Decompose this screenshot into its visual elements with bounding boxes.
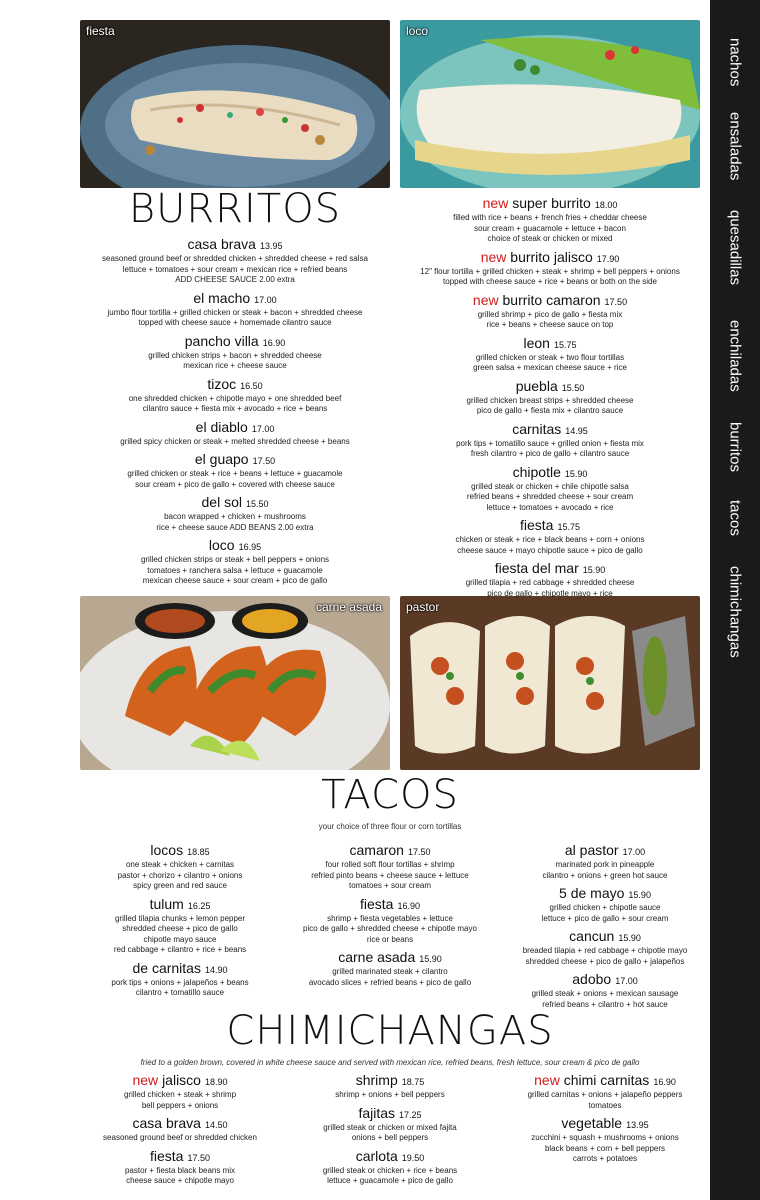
menu-item-name: 5 de mayo	[559, 885, 625, 901]
menu-item-title	[400, 335, 700, 353]
menu-item-name: cancun	[569, 928, 615, 944]
menu-item-description: choice of steak or chicken or mixed	[487, 234, 613, 243]
menu-item-name: casa brava	[187, 236, 256, 252]
menu-item-description: onions + bell peppers	[351, 1133, 429, 1142]
menu-item-price: 17.50	[604, 296, 628, 307]
menu-item-name: del sol	[201, 494, 242, 510]
menu-item-price: 16.50	[240, 380, 263, 391]
menu-item-name: puebla	[515, 377, 558, 394]
menu-item	[80, 960, 280, 999]
menu-item	[80, 494, 390, 533]
menu-item-description: pico de gallo + chipotle mayo + rice	[487, 588, 613, 598]
menu-item	[80, 1115, 280, 1144]
menu-item-description: cheese sauce + mayo chipotle sauce + pico de gallo	[457, 545, 643, 555]
menu-item-name: de carnitas	[132, 959, 201, 976]
menu-item-description: rice + beans + cheese sauce on top	[486, 320, 614, 329]
sidebar-item-chimichangas[interactable]: chimichangas	[726, 566, 744, 658]
menu-item-title	[80, 494, 390, 512]
menu-item-description: cilantro + onions + green hot sauce	[542, 870, 668, 880]
tacos-title: TACOS	[321, 772, 459, 818]
menu-item	[400, 517, 700, 556]
menu-item-description: zucchini + squash + mushrooms + onions	[531, 1133, 679, 1142]
menu-item-price: 17.50	[252, 456, 276, 466]
menu-item	[290, 842, 490, 892]
menu-item-description: grilled shrimp + pico de gallo + fiesta mix	[477, 309, 623, 319]
menu-item-name: fiesta	[360, 895, 394, 912]
menu-item-title	[80, 1148, 280, 1166]
menu-item-name: chimi carnitas	[563, 1072, 650, 1088]
menu-item-title	[80, 236, 390, 254]
menu-item-description: cilantro + tomatillo sauce	[135, 988, 225, 997]
carne-asada-tacos-photo	[80, 596, 390, 770]
menu-item-title	[80, 333, 390, 351]
menu-item-price: 14.50	[204, 1120, 228, 1130]
menu-item	[80, 419, 390, 448]
menu-item	[500, 885, 710, 924]
menu-item-title	[500, 1115, 710, 1133]
menu-item-description: ADD CHEESE SAUCE 2.00 extra	[175, 275, 295, 284]
burritos-right-column	[400, 195, 700, 603]
menu-item-description: tomatoes + sour cream	[348, 881, 432, 890]
tacos-column-2	[290, 842, 490, 992]
sidebar-item-burritos[interactable]: burritos	[726, 422, 744, 473]
menu-item-title	[290, 1148, 490, 1166]
menu-item	[400, 560, 700, 599]
photo-label-pastor: pastor	[406, 600, 440, 614]
menu-item-title	[80, 451, 390, 469]
menu-item-title	[500, 885, 710, 903]
burritos-title: BURRITOS	[128, 186, 342, 232]
menu-item-description: black beans + corn + bell peppers	[544, 1143, 666, 1153]
menu-item-description: grilled chicken strips + bacon + shredded cheese	[148, 350, 322, 360]
menu-item	[80, 333, 390, 372]
menu-item	[290, 1148, 490, 1187]
menu-item-title	[500, 928, 710, 946]
new-badge: new	[482, 195, 509, 211]
fiesta-burrito-photo	[80, 20, 390, 188]
menu-item-price: 16.25	[187, 900, 211, 911]
menu-item-price: 17.90	[596, 253, 620, 264]
menu-item-name: casa brava	[132, 1115, 201, 1131]
menu-item-name: burrito camaron	[502, 291, 601, 308]
menu-item	[80, 236, 390, 286]
menu-item-price: 15.90	[582, 565, 606, 575]
menu-item-price: 15.50	[561, 382, 585, 393]
sidebar-item-tacos[interactable]: tacos	[726, 500, 744, 536]
menu-item-price: 15.75	[557, 522, 580, 532]
menu-item-description: mexican cheese sauce + sour cream + pico de gallo	[142, 576, 328, 585]
menu-item-name: loco	[208, 537, 235, 553]
menu-item-name: leon	[523, 334, 550, 351]
new-badge: new	[132, 1072, 159, 1088]
sidebar-item-ensaladas[interactable]: ensaladas	[726, 112, 744, 181]
menu-item-price: 16.95	[238, 542, 262, 552]
menu-item-price: 14.90	[204, 964, 228, 975]
menu-item-description: 12" flour tortilla + grilled chicken + steak + shrimp + bell peppers + onions	[420, 266, 680, 276]
menu-item-description: mexican rice + cheese sauce	[183, 361, 287, 370]
menu-item-name: super burrito	[512, 195, 591, 211]
menu-item-price: 16.90	[397, 900, 420, 911]
menu-item-name: shrimp	[355, 1072, 398, 1088]
menu-item	[500, 1115, 710, 1165]
menu-item-description: lettuce + guacamole + pico de gallo	[327, 1176, 453, 1185]
menu-item-name: el diablo	[195, 418, 248, 435]
menu-item	[80, 1072, 280, 1111]
menu-item-description: pastor + chorizo + cilantro + onions	[117, 870, 243, 880]
menu-item-price: 17.50	[407, 847, 431, 857]
menu-item-price: 18.75	[401, 1077, 425, 1087]
menu-item-name: pancho villa	[184, 332, 259, 349]
menu-item-description: one steak + chicken + carnitas	[125, 860, 235, 869]
menu-item-description: lettuce + pico de gallo + sour cream	[541, 913, 669, 923]
menu-item-title	[290, 1072, 490, 1090]
menu-item-title	[80, 537, 390, 555]
menu-item-title	[290, 1105, 490, 1123]
category-sidebar	[710, 0, 760, 1200]
menu-item-description: one shredded chicken + chipotle mayo + one shredded beef	[128, 393, 342, 403]
menu-item-description: cilantro sauce + fiesta mix + avocado + rice + beans	[142, 404, 328, 413]
menu-item-description: spicy green and red sauce	[133, 881, 227, 890]
menu-item-price: 16.90	[653, 1077, 676, 1087]
menu-item-price: 17.25	[399, 1109, 422, 1120]
sidebar-item-nachos[interactable]: nachos	[726, 38, 744, 87]
chimichangas-column-3	[500, 1072, 710, 1169]
menu-item-description: four rolled soft flour tortillas + shrimp	[325, 860, 455, 869]
menu-item	[500, 1072, 710, 1111]
menu-item-description: tomatoes + ranchera salsa + lettuce + guacamole	[147, 565, 323, 575]
menu-item-title	[80, 896, 280, 914]
chimichangas-column-1	[80, 1072, 280, 1191]
menu-item-title	[400, 292, 700, 310]
menu-item	[80, 290, 390, 329]
menu-item-description: marinated pork in pineapple	[555, 860, 655, 869]
menu-item-description: pico de gallo + shredded cheese + chipotle mayo	[303, 924, 477, 933]
menu-item-title	[400, 560, 700, 578]
menu-item	[80, 896, 280, 956]
menu-item	[290, 896, 490, 946]
menu-item	[80, 842, 280, 892]
menu-item-price: 13.95	[259, 241, 283, 251]
menu-item-price: 15.90	[618, 933, 641, 943]
menu-item-title	[80, 842, 280, 860]
menu-item-price: 15.75	[553, 339, 577, 350]
menu-item-title	[80, 1115, 280, 1133]
tacos-column-1	[80, 842, 280, 1003]
chimichangas-title: CHIMICHANGAS	[226, 1008, 554, 1054]
menu-item-description: rice + cheese sauce ADD BEANS 2.00 extra	[156, 522, 314, 532]
menu-item-price: 13.95	[626, 1120, 649, 1130]
menu-item-name: chipotle	[512, 463, 561, 480]
menu-item-description: breaded tilapia + red cabbage + chipotle mayo	[522, 946, 688, 955]
new-badge: new	[472, 291, 499, 308]
menu-item-title	[400, 249, 700, 267]
menu-item-description: cheese sauce + chipotle mayo	[126, 1176, 234, 1185]
new-badge: new	[534, 1072, 560, 1088]
menu-item-title	[400, 195, 700, 213]
menu-item-title	[290, 949, 490, 967]
menu-item-description: tomatoes	[588, 1100, 622, 1110]
photo-label-fiesta: fiesta	[86, 24, 115, 38]
menu-item-description: shredded cheese + pico de gallo	[122, 924, 238, 933]
menu-item-description: carrots + potatoes	[572, 1154, 638, 1163]
menu-item	[290, 1105, 490, 1144]
menu-item-description: grilled carnitas + onions + jalapeño peppers	[527, 1090, 683, 1099]
menu-item-price: 19.50	[401, 1152, 425, 1163]
menu-item-title	[80, 960, 280, 978]
menu-item-description: bell peppers + onions	[141, 1100, 219, 1110]
menu-item	[400, 335, 700, 374]
menu-item-name: locos	[150, 842, 184, 858]
menu-item-description: green salsa + mexican cheese sauce + rice	[473, 363, 627, 372]
menu-item-description: refried beans + cilantro + hot sauce	[542, 999, 668, 1009]
menu-item	[400, 195, 700, 245]
menu-item-title	[80, 419, 390, 437]
menu-item	[400, 249, 700, 288]
menu-item	[80, 451, 390, 490]
menu-item-name: camaron	[349, 842, 404, 858]
menu-item-description: pico de gallo + fiesta mix + cilantro sauce	[476, 406, 624, 415]
menu-item-title	[400, 517, 700, 535]
menu-item-name: fiesta del mar	[494, 560, 579, 576]
menu-item-name: jalisco	[162, 1072, 201, 1088]
menu-item	[80, 1148, 280, 1187]
menu-item-description: chipotle mayo sauce	[143, 934, 217, 944]
menu-item-title	[80, 290, 390, 308]
menu-item-description: seasoned ground beef or shredded chicken	[103, 1133, 257, 1142]
menu-item-name: vegetable	[561, 1115, 623, 1131]
menu-item-description: red cabbage + cilantro + rice + beans	[113, 945, 247, 954]
loco-burrito-photo	[400, 20, 700, 188]
menu-item-name: carne asada	[338, 949, 416, 965]
pastor-tacos-photo	[400, 596, 700, 770]
menu-item-title	[290, 896, 490, 914]
menu-item-description: topped with cheese sauce + homemade cilantro sauce	[138, 318, 332, 327]
menu-item-name: el macho	[193, 289, 251, 306]
burritos-left-column	[80, 236, 390, 591]
menu-item-description: rice or beans	[366, 934, 414, 944]
menu-item-description: filled with rice + beans + french fries + cheddar cheese	[453, 213, 647, 222]
menu-item-description: grilled spicy chicken or steak + melted shredded cheese + beans	[120, 436, 350, 446]
menu-item-description: grilled steak or chicken or mixed fajita	[323, 1122, 457, 1132]
menu-item-description: avocado slices + refried beans + pico de gallo	[308, 977, 472, 987]
menu-item-price: 18.85	[187, 847, 210, 857]
menu-item-name: burrito jalisco	[510, 248, 593, 265]
menu-item	[290, 949, 490, 988]
menu-item	[400, 464, 700, 514]
photo-label-loco: loco	[406, 24, 429, 38]
menu-item-title	[80, 376, 390, 394]
menu-item-description: jumbo flour tortilla + grilled chicken or steak + bacon + shredded cheese	[107, 307, 363, 317]
menu-item-name: tulum	[149, 895, 184, 912]
menu-item-description: grilled chicken or steak + two flour tortillas	[475, 352, 625, 362]
menu-item-title	[500, 1072, 710, 1090]
menu-item-description: sour cream + pico de gallo + covered with cheese sauce	[135, 479, 335, 489]
menu-item-description: grilled steak or chicken + chile chipotle salsa	[471, 481, 629, 491]
menu-item-description: shrimp + onions + bell peppers	[335, 1090, 445, 1099]
menu-item	[290, 1072, 490, 1101]
menu-item-title	[500, 842, 710, 860]
menu-item-description: lettuce + tomatoes + avocado + rice	[486, 502, 614, 512]
menu-item-title	[400, 421, 700, 439]
menu-item-price: 17.00	[622, 847, 646, 857]
menu-item-description: sour cream + guacamole + lettuce + bacon	[474, 223, 626, 233]
menu-item-title	[290, 842, 490, 860]
menu-item-price: 17.00	[615, 976, 638, 986]
menu-item-description: shrimp + fiesta vegetables + lettuce	[327, 913, 453, 923]
menu-item-description: grilled steak or chicken + rice + beans	[322, 1165, 458, 1175]
menu-item-description: grilled marinated steak + cilantro	[332, 967, 448, 976]
sidebar-item-quesadillas[interactable]: quesadillas	[726, 210, 744, 286]
menu-item-description: grilled steak + onions + mexican sausage	[531, 989, 679, 998]
menu-item-price: 15.90	[564, 468, 588, 479]
menu-item-name: fiesta	[520, 517, 554, 533]
menu-item-title	[400, 464, 700, 482]
tacos-subtitle: your choice of three flour or corn tortillas	[318, 822, 462, 831]
menu-item	[500, 971, 710, 1010]
menu-item-description: refried pinto beans + cheese sauce + lettuce	[311, 870, 469, 880]
menu-item-price: 18.90	[204, 1077, 228, 1087]
menu-item-title	[80, 1072, 280, 1090]
menu-item-description: grilled tilapia chunks + lemon pepper	[114, 913, 246, 923]
menu-item-name: carnitas	[512, 420, 562, 437]
menu-item-description: grilled chicken breast strips + shredded cheese	[466, 395, 634, 405]
menu-item-name: carlota	[355, 1147, 398, 1164]
menu-item-description: grilled chicken + steak + shrimp	[123, 1090, 237, 1099]
menu-item-price: 17.00	[254, 294, 277, 305]
menu-item	[400, 378, 700, 417]
menu-item-description: bacon wrapped + chicken + mushrooms	[164, 512, 306, 521]
menu-item-name: fiesta	[150, 1147, 184, 1164]
menu-item-name: al pastor	[564, 842, 619, 858]
photo-label-carne-asada: carne asada	[315, 600, 382, 614]
menu-item	[80, 376, 390, 415]
menu-item-name: adobo	[572, 971, 612, 987]
menu-item-price: 14.95	[565, 425, 588, 436]
menu-item-name: el guapo	[194, 451, 249, 467]
menu-item-description: grilled tilapia + red cabbage + shredded cheese	[465, 578, 635, 587]
tacos-column-3	[500, 842, 710, 1014]
menu-item-price: 15.90	[419, 954, 442, 964]
menu-item-title	[500, 971, 710, 989]
chimichangas-subtitle: fried to a golden brown, covered in white cheese sauce and served with mexican rice, refried beans, fresh lettuce, sour cream & pico de gallo	[140, 1058, 640, 1067]
menu-item-description: pastor + fiesta black beans mix	[124, 1165, 236, 1175]
chimichangas-column-2	[290, 1072, 490, 1191]
menu-item	[80, 537, 390, 587]
menu-item	[500, 842, 710, 881]
menu-item-description: pork tips + tomatillo sauce + grilled onion + fiesta mix	[456, 438, 644, 448]
sidebar-item-enchiladas[interactable]: enchiladas	[726, 320, 744, 392]
menu-item-title	[400, 378, 700, 396]
menu-item-price: 17.50	[187, 1152, 210, 1163]
menu-item-description: grilled chicken + chipotle sauce	[549, 903, 661, 912]
menu-item	[500, 928, 710, 967]
menu-item	[400, 421, 700, 460]
menu-item-price: 15.50	[245, 499, 269, 509]
menu-item-description: pork tips + onions + jalapeños + beans	[111, 977, 249, 987]
menu-item-name: fajitas	[358, 1104, 396, 1121]
menu-item-description: seasoned ground beef or shredded chicken + shredded cheese + red salsa	[102, 254, 368, 263]
menu-item-description: lettuce + tomatoes + sour cream + mexican rice + refried beans	[122, 264, 348, 274]
menu-item-description: shredded cheese + pico de gallo + jalapeños	[525, 956, 685, 966]
menu-item	[400, 292, 700, 331]
menu-item-description: fresh cilantro + pico de gallo + cilantro sauce	[470, 449, 630, 458]
menu-item-price: 17.00	[251, 423, 275, 434]
menu-item-price: 18.00	[594, 200, 618, 210]
menu-item-price: 15.90	[628, 890, 651, 900]
new-badge: new	[480, 248, 507, 265]
menu-item-name: tizoc	[207, 375, 237, 392]
menu-item-description: refried beans + shredded cheese + sour cream	[466, 492, 634, 501]
menu-item-description: chicken or steak + rice + black beans + corn + onions	[455, 535, 645, 544]
menu-item-price: 16.90	[262, 337, 286, 348]
menu-item-description: grilled chicken strips or steak + bell peppers + onions	[140, 555, 330, 564]
menu-item-description: grilled chicken or steak + rice + beans + lettuce + guacamole	[127, 469, 343, 478]
menu-item-description: topped with cheese sauce + rice + beans or both on the side	[443, 277, 657, 286]
